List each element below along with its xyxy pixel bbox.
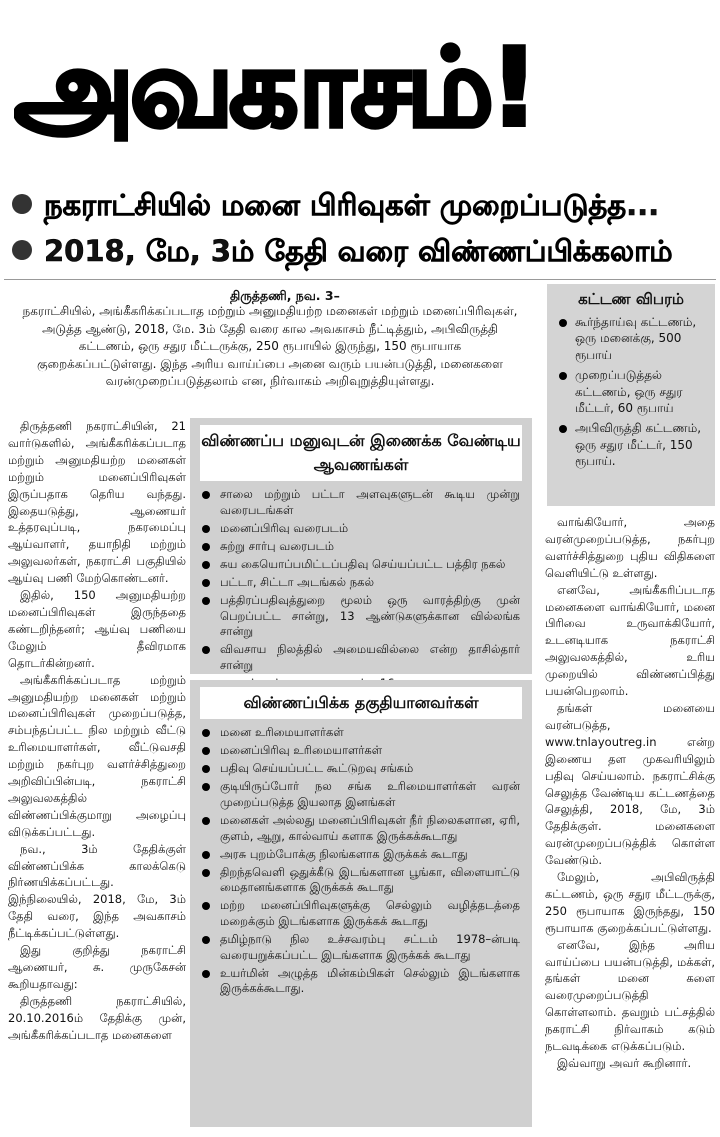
fee-item: முறைப்படுத்தல் கட்டணம், ஒரு சதுர மீட்டர், 60 ரூபாய் [559, 367, 709, 416]
eligibility-item: மனைகள் அல்லது மனைப்பிரிவுகள் நீர் நிலைகளான, ஏரி, குளம், ஆறு, கால்வாய் களாக இருக்கக்கூடாது [202, 813, 520, 844]
document-item: சுய கையொப்பமிட்டப்பதிவு செய்யப்பட்ட பத்திர நகல் [202, 557, 520, 573]
document-item: சாலை மற்றும் பட்டா அளவுகளுடன் கூடிய முன்று வரைபடங்கள் [202, 487, 520, 518]
eligibility-box [190, 680, 532, 1127]
eligibility-box-title: விண்ணப்பிக்க தகுதியானவர்கள் [200, 687, 522, 719]
bullet-icon [12, 240, 32, 260]
eligibility-item: மற்ற மனைப்பிரிவுகளுக்கு செல்லும் வழித்தடத்தை மறைக்கும் இடங்களாக இருக்கக் கூடாது [202, 898, 520, 929]
subheading-2 [12, 234, 712, 272]
document-item: பட்டா, சிட்டா அடங்கல் நகல் [202, 575, 520, 591]
document-item: மனைப்பிரிவு வரைபடம் [202, 521, 520, 537]
paragraph: நவ., 3ம் தேதிக்குள் விண்ணப்பிக்க காலக்கெடு நிர்ணயிக்கப்பட்டது. இந்நிலையில், 2018, மே, 3ம் தேதி வரை, இந்த அவகாசம் நீட்டிக்கப்பட்டுள்ளது. [8, 841, 186, 941]
document-item: விவசாய நிலத்தில் அமையவில்லை என்ற தாசில்தார் சான்று [202, 642, 520, 673]
fee-list [547, 314, 715, 470]
fee-item: அபிவிருத்தி கட்டணம், ஒரு சதுர மீட்டர், 150 ரூபாய். [559, 420, 709, 469]
subheading-1-text: நகராட்சியில் மனை பிரிவுகள் முறைப்படுத்த... [44, 188, 660, 222]
eligibility-item: பதிவு செய்யப்பட்ட கூட்டுறவு சங்கம் [202, 761, 520, 777]
paragraph: எனவே, அங்கீகரிப்படாத மனைகளை வாங்கியோர், மனை பிரிவை உருவாக்கியோர், உடனடியாக நகராட்சி அலுவலகத்தில், உரிய முறையில் விண்ணப்பித்து பயன்பெறலாம். [545, 582, 715, 699]
paragraph: இது குறித்து நகராட்சி ஆணையர், சு. முருகேசன் கூறியதாவது: [8, 943, 186, 991]
paragraph: அங்கீகரிக்கப்படாத மற்றும் அனுமதியற்ற மனைகள் மற்றும் மனைப்பிரிவுகள் முறைப்படுத்த, சம்பந்தப்பட்ட நில மற்றும் வீட்டு உரிமையாளர்கள், வீட்டுவசதி மற்றும் நகர்புற வளர்ச்சித்துறை அறிவிப்பின்படி, நகராட்சி அலுவலகத்தில் விண்ணப்பிக்குமாறு அழைப்பு விடுக்கப்பட்டது. [8, 672, 186, 839]
document-item: பத்திரப்பதிவுத்துறை மூலம் ஒரு வாரத்திற்கு முன் பெறப்பட்ட சான்று, 13 ஆண்டுகளுக்கான வில்லங்க சான்று [202, 593, 520, 640]
paragraph: இவ்வாறு அவர் கூறினார். [557, 1056, 692, 1070]
eligibility-item: திறந்தவெளி ஒதுக்கீடு இடங்களான பூங்கா, விளையாட்டு மைதானங்களாக இருக்கக் கூடாது [202, 865, 520, 896]
eligibility-item: மனைப்பிரிவு உரிமையாளர்கள் [202, 743, 520, 759]
eligibility-item: உயர்மின் அழுத்த மின்கம்பிகள் செல்லும் இடங்களாக இருக்கக்கூடாது. [202, 966, 520, 997]
divider [4, 279, 716, 280]
document-item: சுற்று சார்பு வரைபடம் [202, 539, 520, 555]
paragraph: தங்கள் மனையை வரன்படுத்த, www.tnlayoutreg.in என்ற இணைய தள முகவரியிலும் பதிவு செய்யலாம். நகராட்சிக்கு செலுத்த வேண்டிய கட்டணத்தை செலுத்தி, 2018, மே, 3ம் தேதிக்குள். மனைகளை வரன்முறைப்படுத்திக் கொள்ள வேண்டும். [545, 700, 715, 868]
paragraph: எனவே, இந்த அரிய வாய்ப்பை பயன்படுத்தி, மக்கள், தங்கள் மனை களை வரைமுறைப்படுத்தி கொள்ளலாம். தவறும் பட்சத்தில் நகராட்சி நிர்வாகம் கடும் நடவடிக்கை எடுக்கப்படும். [545, 937, 715, 1054]
eligibility-item: தமிழ்நாடு நில உச்சவரம்பு சட்டம் 1978–ன்படி வரையறுக்கப்பட்ட இடங்களாக இருக்கக் கூடாது [202, 932, 520, 963]
eligibility-item: குடியிருப்போர் நல சங்க உரிமையாளர்கள் வரன் முறைப்படுத்த இயலாத இனங்கள் [202, 779, 520, 810]
bullet-icon [12, 194, 32, 214]
paragraph: திருத்தணி நகராட்சியில், 20.10.2016ம் தேதிக்கு முன், அங்கீகரிக்கப்படாத மனைகளை [8, 993, 186, 1042]
subheading-2-text: 2018, மே, 3ம் தேதி வரை விண்ணப்பிக்கலாம் [44, 234, 673, 268]
eligibility-list [190, 725, 532, 997]
paragraph: வாங்கியோர், அதை வரன்முறைப்படுத்த, நகர்புற வளர்ச்சித்துறை புதிய விதிகளை வெளியிட்டு உள்ளது. [545, 515, 715, 580]
left-column [8, 418, 186, 1044]
documents-box-title: விண்ணப்ப மனுவுடன் இணைக்க வேண்டிய ஆவணங்கள் [200, 425, 522, 481]
documents-list [190, 487, 532, 692]
eligibility-item: மனை உரிமையாளர்கள் [202, 725, 520, 741]
eligibility-item: அரசு புறம்போக்கு நிலங்களாக இருக்கக் கூடாது [202, 847, 520, 863]
right-column [545, 514, 715, 1072]
intro-paragraph: நகராட்சியில், அங்கீகரிக்கப்படாத மற்றும் அனுமதியற்ற மனைகள் மற்றும் மனைப்பிரிவுகள், அடுத்த ஆண்டு, 2018, மே. 3ம் தேதி வரை கால அவகாசம் நீட்டித்தும், அபிவிருத்தி கட்டணம், ஒரு சதுர மீட்டருக்கு, 250 ரூபாயில் இருந்து, 150 ரூபாயாக குறைக்கப்பட்டுள்ளது. இந்த அரிய வாய்ப்பை அனை வரும் பயன்படுத்தி, மனைகளை வரன்முறைப்படுத்தலாம் என, நிர்வாகம் அறிவுறுத்தியுள்ளது. [22, 304, 518, 389]
paragraph: மேலும், அபிவிருத்தி கட்டணம், ஒரு சதுர மீட்டருக்கு, 250 ரூபாயாக இருந்தது, 150 ரூபாயாக குறைக்கப்பட்டுள்ளது. [545, 870, 715, 935]
fee-box-title: கட்டண விபரம் [578, 290, 684, 308]
paragraph: இதில், 150 அனுமதியற்ற மனைப்பிரிவுகள் இருந்ததை கண்டறிந்தனர்; ஆய்வு பணியை மேலும் தீவிரமாக தொடர்கின்றனர். [8, 588, 186, 670]
fee-details-box [547, 284, 715, 506]
headline: அவகாசம்! [14, 26, 535, 151]
dateline: திருத்தணி, நவ. 3– [230, 288, 340, 303]
subheading-1 [12, 188, 712, 226]
documents-box [190, 418, 532, 674]
paragraph: திருத்தணி நகராட்சியின், 21 வார்டுகளில், அங்கீகரிக்கப்படாத மற்றும் அனுமதியற்ற மனைகள் மற்றும் மனைப்பிரிவுகள் இருப்பதாக தெரிய வந்தது. இதையடுத்து, ஆணையர் உத்தரவுப்படி, நகரமைப்பு ஆய்வாளர், தயாநிதி மற்றும் அலுவலர்கள், நகராட்சி பகுதியில் ஆய்வு பணி மேற்கொண்டனர். [8, 419, 186, 586]
fee-item: கூர்ந்தாய்வு கட்டணம், ஒரு மனைக்கு, 500 ரூபாய் [559, 314, 709, 363]
